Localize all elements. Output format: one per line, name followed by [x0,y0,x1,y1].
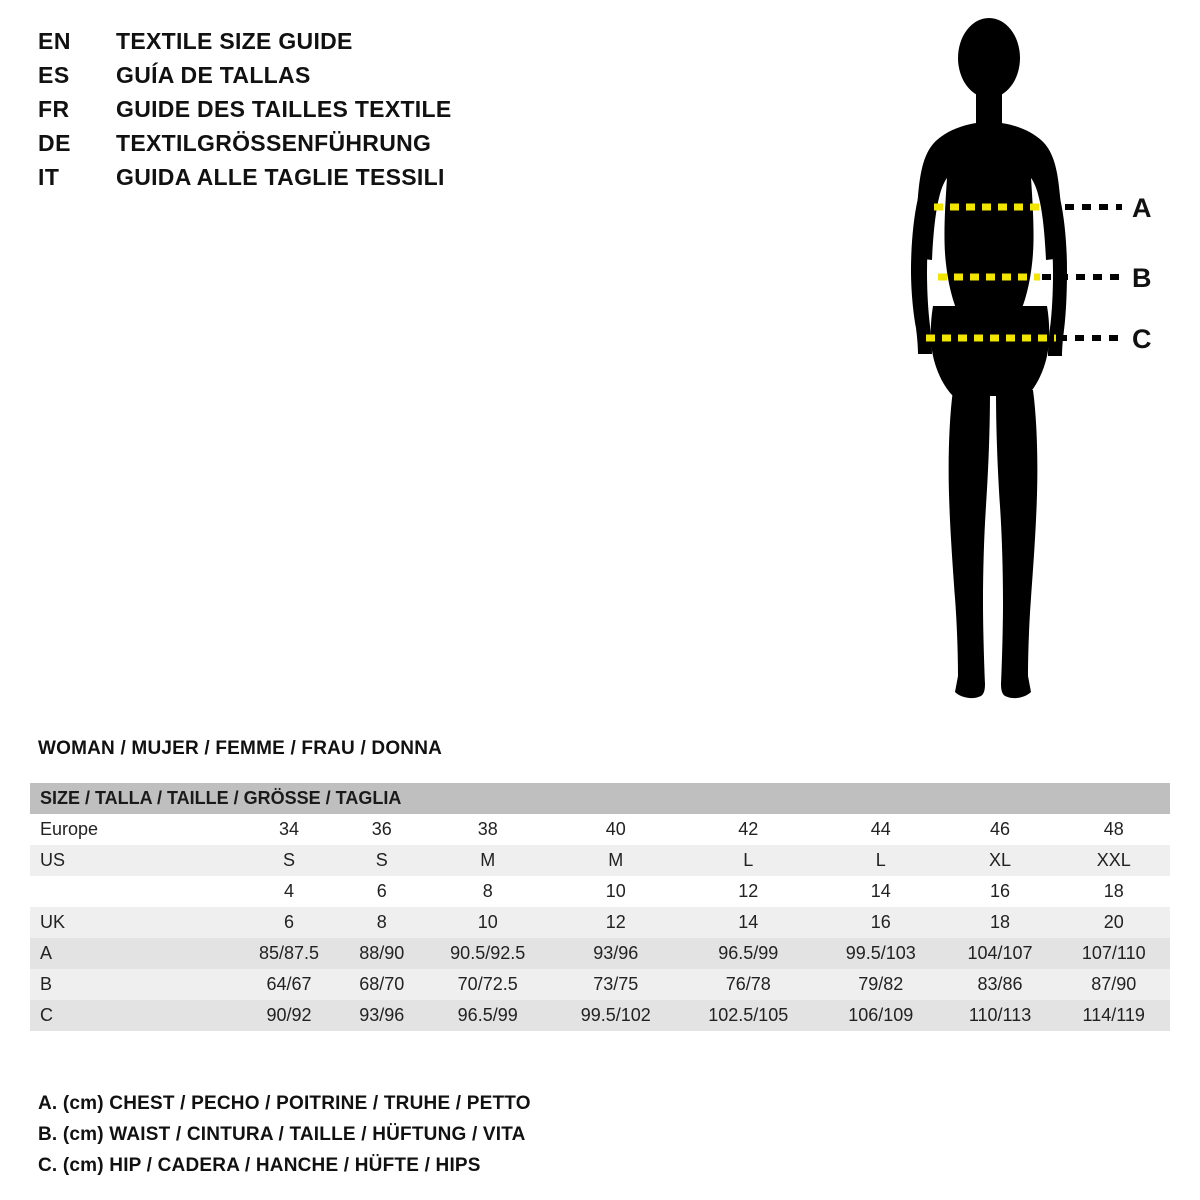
cell: 4 [283,881,294,901]
language-code-de: DE [38,130,71,156]
cell: 99.5/102 [580,1005,651,1025]
cell: 8 [482,881,493,901]
title-row [38,28,658,62]
legend-line-a: A. (cm) CHEST / PECHO / POITRINE / TRUHE / PETTO [38,1093,531,1114]
cell: 42 [738,819,759,839]
female-silhouette-icon [860,10,1190,750]
section-label-woman: WOMAN / MUJER / FEMME / FRAU / DONNA [38,738,443,759]
language-code-en: EN [38,28,71,54]
cell: 79/82 [858,974,904,994]
title-text-es: GUÍA DE TALLAS [116,62,311,88]
cell: M [480,850,496,870]
table-row [30,969,1170,1000]
cell: 64/67 [266,974,312,994]
table-row [30,814,1170,845]
cell: S [282,850,295,870]
cell: 93/96 [359,1005,405,1025]
cell: 85/87.5 [258,943,320,963]
marker-label-a: A [1132,193,1152,223]
cell: 114/119 [1082,1005,1145,1025]
title-row [38,130,658,164]
cell: 107/110 [1081,943,1146,963]
cell: M [608,850,624,870]
title-row [38,164,658,198]
cell: 38 [477,819,498,839]
cell: 18 [990,912,1011,932]
cell: 6 [283,912,294,932]
cell: 14 [870,881,891,901]
cell: 12 [738,881,759,901]
cell: L [743,850,754,870]
cell: 12 [605,912,626,932]
cell: 34 [278,819,299,839]
cell: 20 [1103,912,1124,932]
title-text-it: GUIDA ALLE TAGLIE TESSILI [116,164,445,190]
cell: 99.5/103 [845,943,916,963]
cell: 14 [738,912,759,932]
cell: 87/90 [1091,974,1137,994]
cell: 90.5/92.5 [450,943,526,963]
cell: 40 [605,819,626,839]
table-header-title: SIZE / TALLA / TAILLE / GRÖSSE / TAGLIA [30,783,1170,814]
measurement-legend [38,1088,938,1181]
row-label-uk: UK [40,912,66,932]
cell: 106/109 [848,1005,914,1025]
cell: 88/90 [359,943,405,963]
table-row [30,938,1170,969]
title-text-en: TEXTILE SIZE GUIDE [116,28,353,54]
title-block [38,28,658,198]
marker-label-c: C [1132,324,1152,354]
cell: 90/92 [266,1005,312,1025]
body-figure [860,10,1190,750]
cell: 104/107 [967,943,1033,963]
row-label-a: A [40,943,53,963]
cell: 46 [990,819,1011,839]
legend-line-c: C. (cm) HIP / CADERA / HANCHE / HÜFTE / HIPS [38,1155,481,1176]
row-label-c: C [40,1005,53,1025]
cell: 102.5/105 [708,1005,789,1025]
cell: 76/78 [725,974,771,994]
cell: 110/113 [968,1005,1032,1025]
table-row [30,845,1170,876]
cell: 93/96 [593,943,639,963]
cell: L [875,850,886,870]
language-code-fr: FR [38,96,70,122]
table-row [30,907,1170,938]
size-table [30,783,1170,1031]
row-label-europe: Europe [40,819,99,839]
cell: 18 [1103,881,1124,901]
cell: S [375,850,388,870]
cell: 10 [605,881,626,901]
title-row [38,62,658,96]
legend-line-b: B. (cm) WAIST / CINTURA / TAILLE / HÜFTUNG / VITA [38,1124,526,1145]
table-header-row [30,783,1170,814]
cell: 83/86 [977,974,1023,994]
table-row [30,1000,1170,1031]
cell: 36 [371,819,392,839]
cell: 6 [376,881,387,901]
title-row [38,96,658,130]
cell: XL [989,850,1012,870]
cell: 70/72.5 [457,974,518,994]
cell: 96.5/99 [718,943,779,963]
cell: 68/70 [359,974,405,994]
cell: 16 [990,881,1011,901]
cell: 10 [477,912,498,932]
cell: 44 [870,819,891,839]
title-text-de: TEXTILGRÖSSENFÜHRUNG [116,130,432,156]
cell: 8 [376,912,387,932]
table-row [30,876,1170,907]
language-code-it: IT [38,164,60,190]
language-code-es: ES [38,62,70,88]
row-label-us: US [40,850,66,870]
cell: 73/75 [593,974,639,994]
marker-label-b: B [1132,263,1152,293]
row-label-b: B [40,974,53,994]
row-label-us-numeric [30,876,236,907]
cell: 48 [1103,819,1124,839]
title-text-fr: GUIDE DES TAILLES TEXTILE [116,96,452,122]
cell: XXL [1096,850,1131,870]
cell: 16 [870,912,891,932]
cell: 96.5/99 [457,1005,518,1025]
